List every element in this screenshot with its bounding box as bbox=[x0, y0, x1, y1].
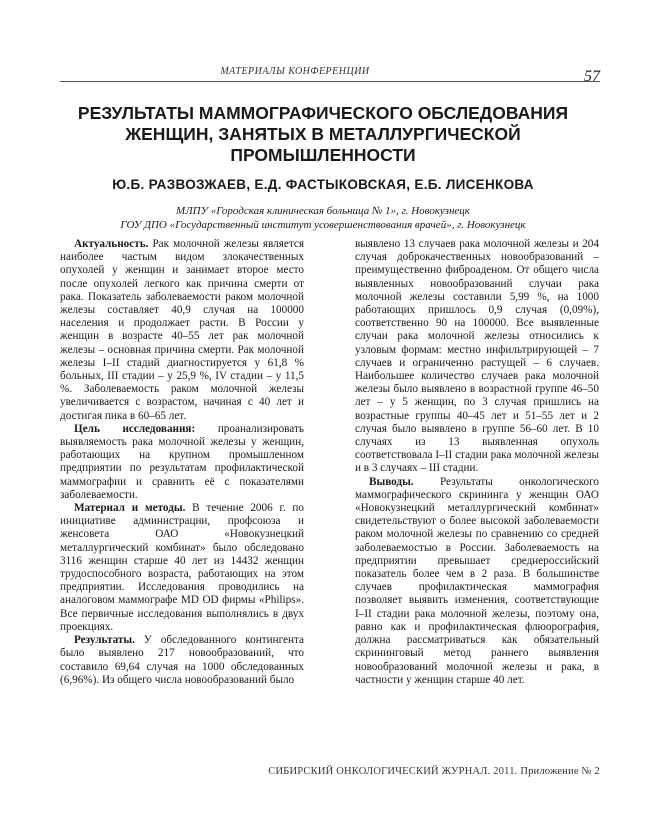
paragraph-aim bbox=[60, 423, 304, 502]
journal-footer: СИБИРСКИЙ ОНКОЛОГИЧЕСКИЙ ЖУРНАЛ. 2011. Приложение № 2 bbox=[268, 766, 600, 777]
column-right bbox=[355, 238, 599, 687]
header-rule bbox=[60, 81, 600, 82]
paragraph-lead: Выводы. bbox=[369, 475, 414, 488]
affiliation-2: ГОУ ДПО «Государственный институт усовершенствования врачей», г. Новокузнецк bbox=[120, 219, 526, 231]
paragraph-body: проанализировать выявляемость рака молочной железы у женщин, работающих на крупном промышленном предприятии по результатам профилактической маммографии и сравнить её с показателями заболеваемости. bbox=[60, 422, 304, 501]
affiliation-1: МЛПУ «Городская клиническая больница № 1», г. Новокузнецк bbox=[176, 205, 470, 217]
paragraph-results-continued: выявлено 13 случаев рака молочной железы и 204 случая доброкачественных новообразований – преимущественно фиброаденом. От общего числа выявленных новообразований случаи рака молочной железы составили 5,99 %, на 1000 работающих пришлось 0,9 случая (0,09%), соответственно 90 на 100000. Все выявленные случаи рака молочной железы относились к узловым формам: местно инфильтрирующей – 7 случаев и ограниченно растущей – 6 случаев. Наибольшее количество случаев рака молочной железы было выявлено в возрастной группе 46–50 лет – у 5 женщин, по 3 случая пришлись на возрастные группы 40–45 лет и 51–55 лет и 2 случая было выявлено в группе 56–60 лет. В 10 случаях из 13 выявленная опухоль соответствовала I–II стадии рака молочной железы и в 3 случаях – III стадии. bbox=[355, 238, 599, 475]
paragraph-lead: Актуальность. bbox=[74, 238, 149, 250]
column-left bbox=[60, 238, 304, 687]
paragraph-body: У обследованного контингента было выявлено 217 новообразований, что составило 69,64 случая на 1000 обследованных (6,96%). Из общего числа новообразований было bbox=[60, 634, 304, 686]
paragraph-methods bbox=[60, 502, 304, 634]
article-authors: Ю.Б. РАЗВОЗЖАЕВ, Е.Д. ФАСТЫКОВСКАЯ, Е.Б. ЛИСЕНКОВА bbox=[112, 177, 534, 192]
paragraph-results bbox=[60, 634, 304, 687]
article-title: РЕЗУЛЬТАТЫ МАММОГРАФИЧЕСКОГО ОБСЛЕДОВАНИЯ ЖЕНЩИН, ЗАНЯТЫХ В МЕТАЛЛУРГИЧЕСКОЙ ПРОМЫШЛЕННОСТИ bbox=[77, 103, 569, 165]
paragraph-body: Результаты онкологического маммографического скрининга у женщин ОАО «Новокузнецкий металлургический комбинат» свидетельствуют о более высокой заболеваемости раком молочной железы по сравнению со средней заболеваемостью в России. Заболеваемость на предприятии превышает среднероссийский показатель более чем в 2 раза. В большинстве случаев профилактическая маммография позволяет выявить изменения, соответствующие I–II стадии рака молочной железы, поэтому она, равно как и профилактическая флюорография, должна рассматриваться как обязательный скрининговый метод раннего выявления новообразований молочной железы и рака, в частности у женщин старше 40 лет. bbox=[355, 475, 599, 686]
page-number: 57 bbox=[584, 68, 600, 85]
paragraph-body: В течение 2006 г. по инициативе администрации, профсоюза и женсовета ОАО «Новокузнецкий металлургический комбинат» было обследовано 3116 женщин старше 40 лет из 14432 женщин трудоспособного возраста, работающих на этом предприятии. Исследования проводились на аналоговом маммографе MD OD фирмы «Philips». Все первичные исследования выполнялись в двух проекциях. bbox=[60, 502, 304, 633]
paragraph-lead: Результаты. bbox=[74, 634, 135, 647]
affiliations bbox=[40, 204, 606, 232]
running-head: МАТЕРИАЛЫ КОНФЕРЕНЦИИ bbox=[220, 66, 370, 77]
paragraph-lead: Цель исследования: bbox=[74, 422, 196, 435]
paragraph-relevance bbox=[60, 238, 304, 423]
paragraph-lead: Материал и методы. bbox=[74, 502, 186, 515]
paragraph-conclusions bbox=[355, 476, 599, 687]
paragraph-body: Рак молочной железы является наиболее частым видом злокачественных опухолей у женщин и занимает второе место после опухолей легкого как причина смерти от рака. Показатель заболеваемости раком молочной железы составляет 40,9 случая на 100000 населения и продолжает расти. В России у женщин в возрасте 40–55 лет рак молочной железы – основная причина смерти. Рак молочной железы I–II стадий диагностируется у 61,8 % больных, III стадии – у 25,9 %, IV стадии – у 11,5 %. Заболеваемость раком молочной железы увеличивается с возрастом, начиная с 40 лет и достигая пика в 60–65 лет. bbox=[60, 238, 304, 422]
